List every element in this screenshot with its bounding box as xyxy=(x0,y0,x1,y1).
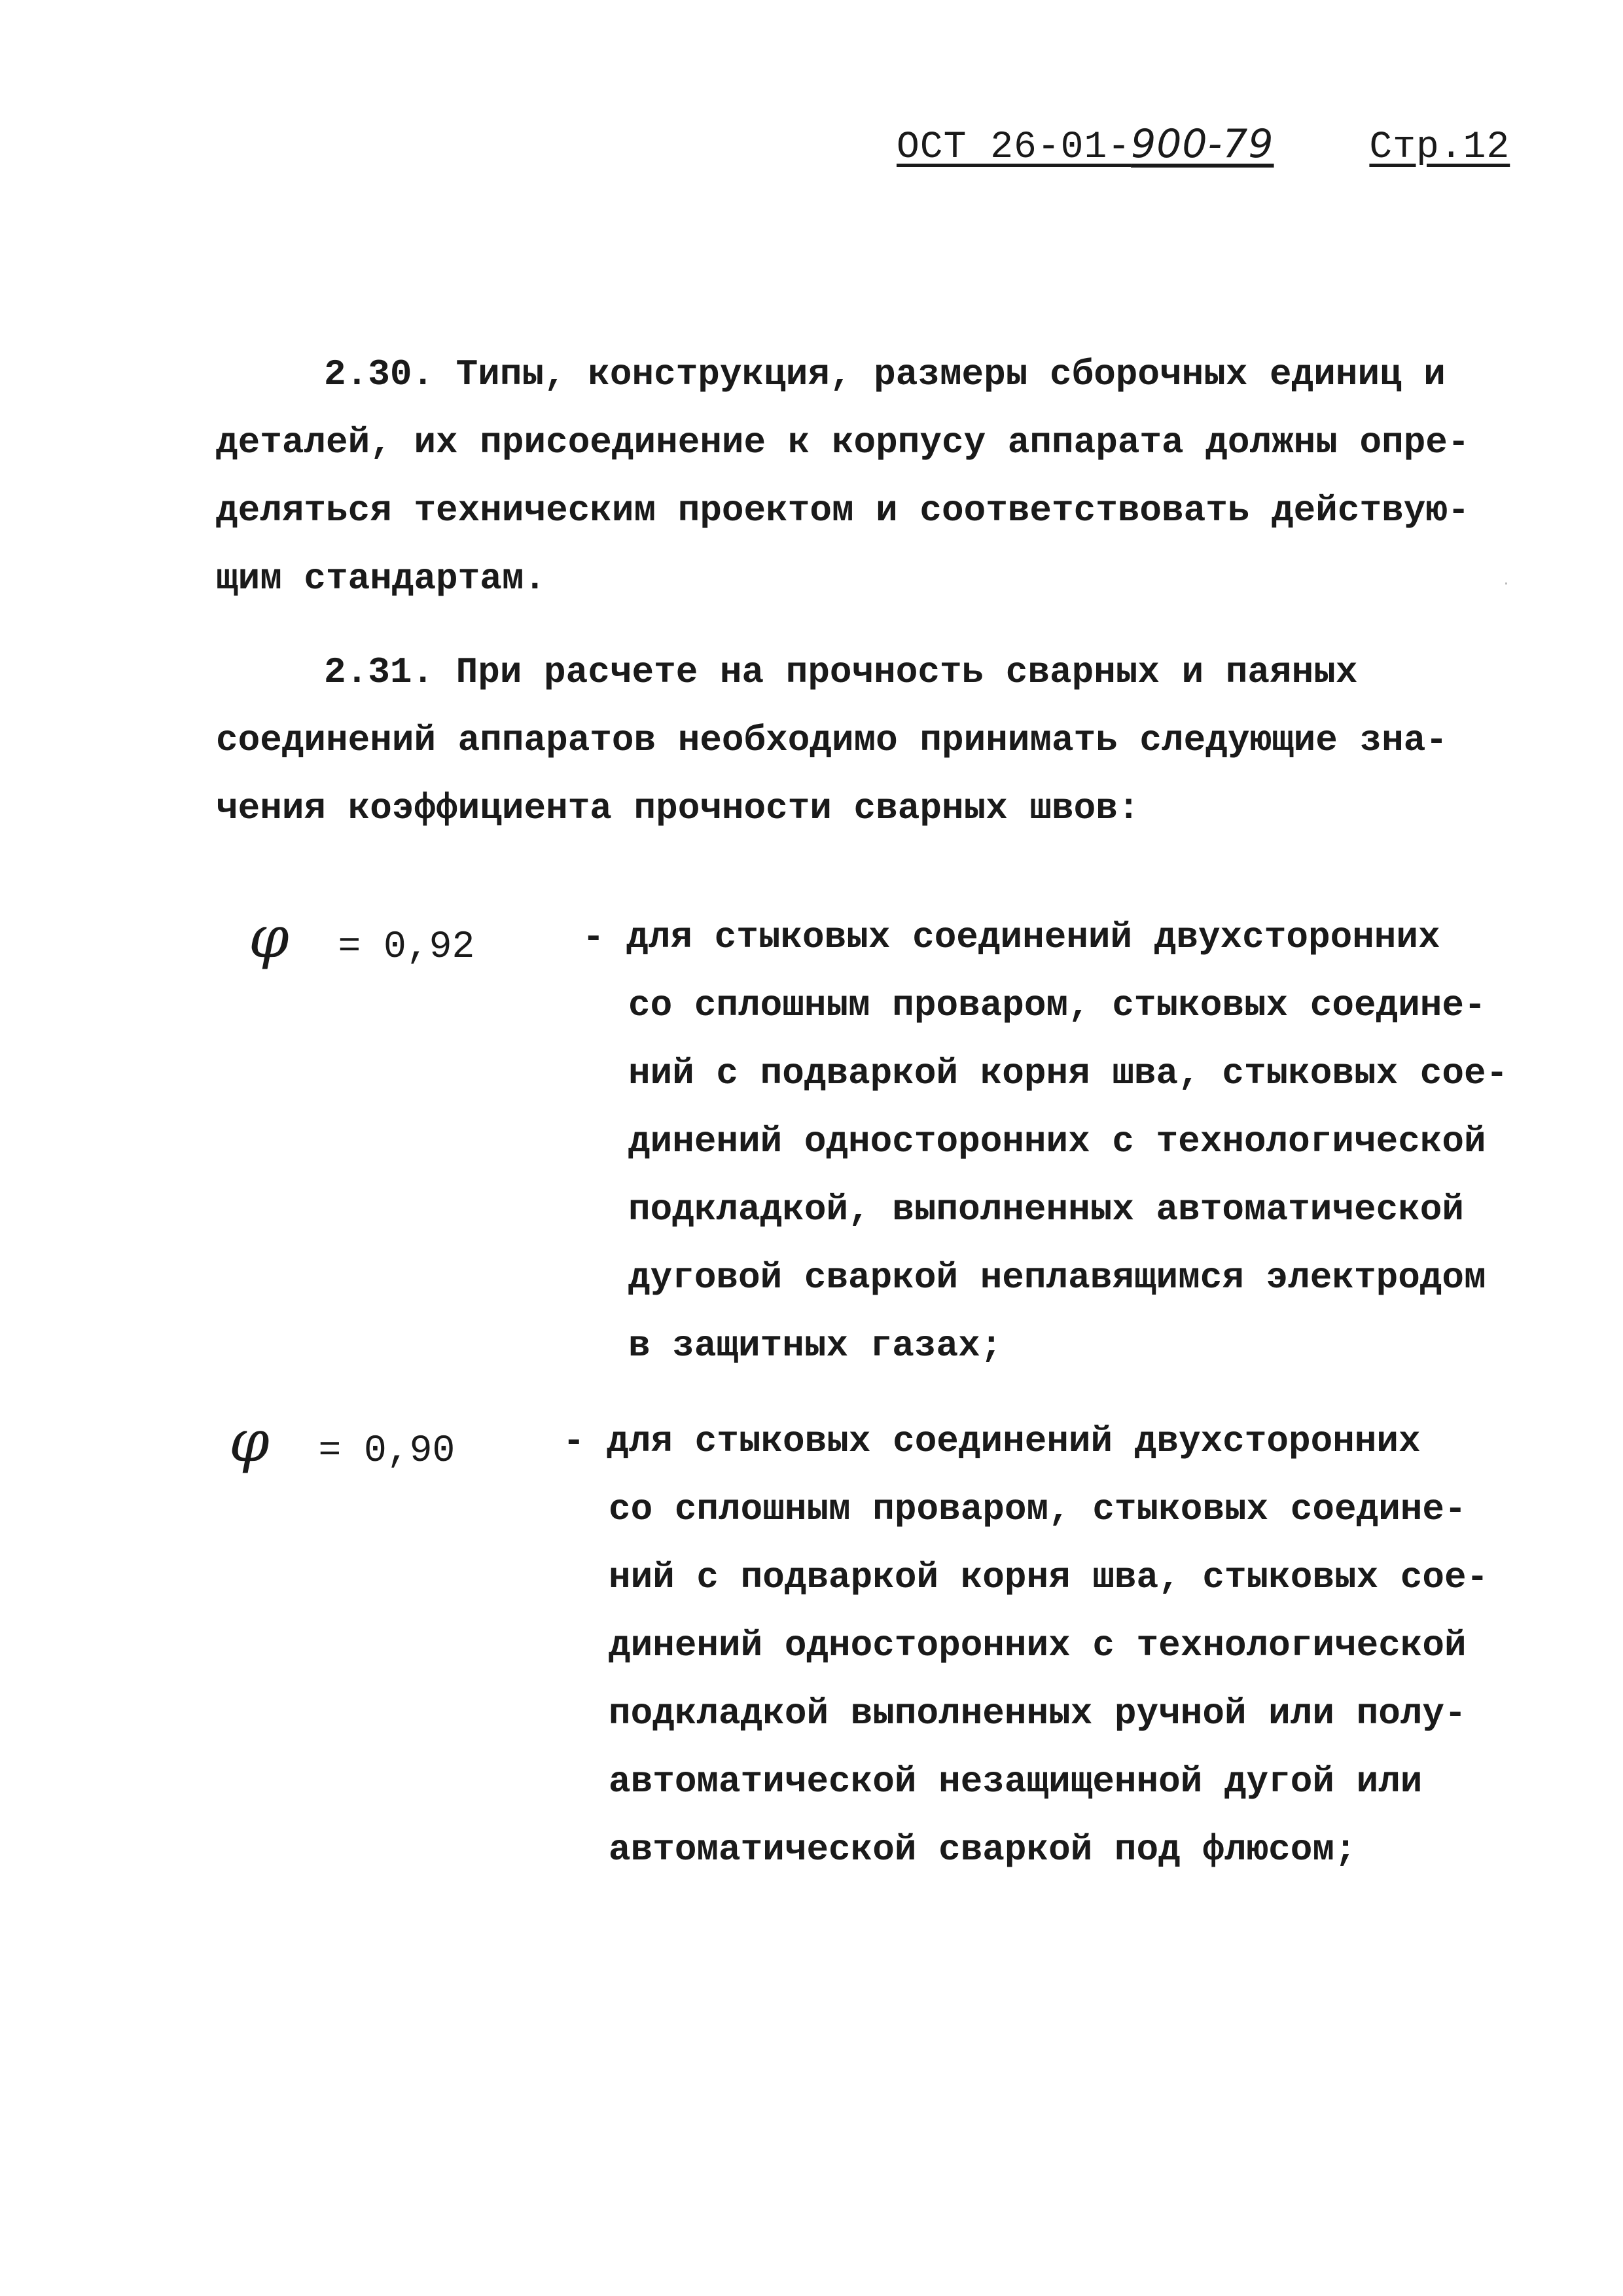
page-number: Стр.12 xyxy=(1369,126,1510,169)
coefficient-formula-2 xyxy=(229,1407,455,1475)
description-line: со сплошным проваром, стыковых соедине- xyxy=(628,984,1486,1026)
paragraph-line: соединений аппаратов необходимо принимать следующие зна- xyxy=(216,719,1448,761)
description-line: - для стыковых соединений двухсторонних xyxy=(563,1420,1421,1462)
description-line: в защитных газах; xyxy=(628,1325,1003,1367)
description-line: подкладкой выполненных ручной или полу- xyxy=(609,1693,1467,1734)
coefficient-description-2 xyxy=(563,1407,1488,1884)
coefficient-value: = 0,90 xyxy=(318,1430,455,1473)
description-line: - для стыковых соединений двухсторонних xyxy=(582,916,1440,958)
paragraph-line: 2.30. Типы, конструкция, размеры сборочных единиц и xyxy=(324,353,1446,395)
description-line: автоматической сваркой под флюсом; xyxy=(609,1829,1357,1871)
description-line: со сплошным проваром, стыковых соедине- xyxy=(609,1488,1467,1530)
coefficient-formula-1 xyxy=(249,903,474,971)
paragraph-line: деляться техническим проектом и соответствовать действую- xyxy=(216,490,1470,531)
document-code: ОСТ 26-01- xyxy=(897,126,1132,169)
paragraph-line: чения коэффициента прочности сварных швов: xyxy=(216,787,1140,829)
description-line: ний с подваркой корня шва, стыковых сое- xyxy=(609,1556,1489,1598)
phi-symbol: φ xyxy=(229,1407,270,1475)
description-line: ний с подваркой корня шва, стыковых сое- xyxy=(628,1052,1508,1094)
page-header xyxy=(897,121,1510,169)
description-line: автоматической незащищенной дугой или xyxy=(609,1761,1423,1803)
paragraph-line: 2.31. При расчете на прочность сварных и паяных xyxy=(324,651,1358,693)
phi-symbol: φ xyxy=(249,903,289,971)
description-line: динений односторонних с технологической xyxy=(609,1624,1467,1666)
paragraph-2-31 xyxy=(216,638,1518,842)
scan-speck xyxy=(1505,583,1507,584)
paragraph-2-30 xyxy=(216,340,1518,613)
paragraph-line: деталей, их присоединение к корпусу аппарата должны опре- xyxy=(216,422,1470,463)
document-number: 900-79 xyxy=(1131,121,1274,167)
paragraph-line: щим стандартам. xyxy=(216,558,546,600)
coefficient-description-1 xyxy=(582,903,1508,1380)
coefficient-value: = 0,92 xyxy=(338,926,475,969)
description-line: динений односторонних с технологической xyxy=(628,1121,1486,1162)
description-line: подкладкой, выполненных автоматической xyxy=(628,1189,1465,1230)
description-line: дуговой сваркой неплавящимся электродом xyxy=(628,1257,1486,1299)
